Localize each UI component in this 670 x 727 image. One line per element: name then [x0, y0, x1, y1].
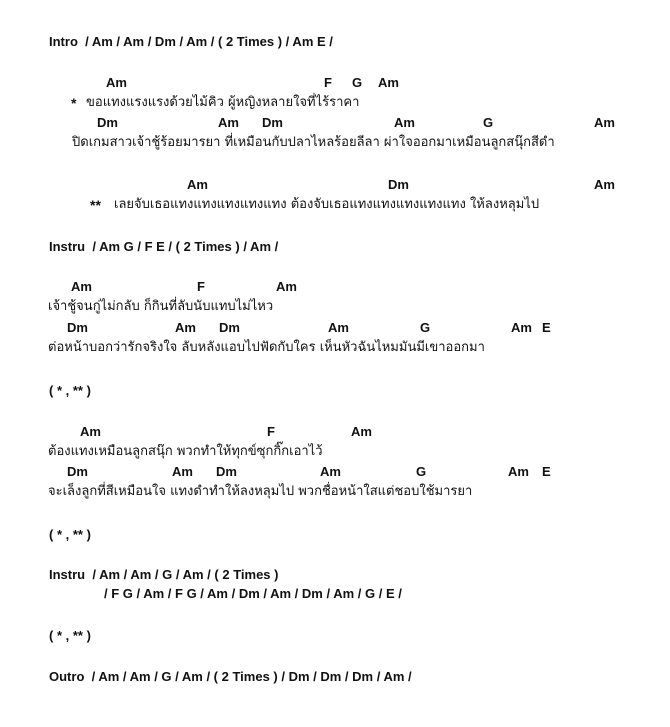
repeat-marker-3	[0, 626, 670, 646]
outro-line	[0, 667, 670, 687]
chorus-lyric-1	[0, 195, 670, 215]
chord: F	[267, 424, 275, 439]
chord: Am	[508, 464, 529, 479]
outro-text: Outro / Am / Am / G / Am / ( 2 Times ) / Dm / Dm / Dm / Am /	[49, 669, 412, 684]
lyric-text: ต่อหน้าบอกว่ารักจริงใจ ลับหลังแอบไปฟัดกับใคร เห็นหัวฉันไหมมันมีเขาออกมา	[48, 340, 485, 355]
lyric-text: จะเล็งลูกที่สีเหมือนใจ แทงดำทำให้ลงหลุมไป พวกชื่อหน้าใสแต่ชอบใช้มารยา	[48, 484, 473, 499]
verse2-chords-2	[0, 318, 670, 338]
lyric-text: ปิดเกมสาวเจ้าชู้ร้อยมารยา ที่เหมือนกับปลาไหลร้อยลีลา ผ่าใจออกมาเหมือนลูกสนุ๊กสีดำ	[72, 135, 555, 150]
repeat-text: ( * , ** )	[49, 383, 91, 398]
chord: Am	[328, 320, 349, 335]
chord: F	[324, 75, 332, 90]
chord: Am	[351, 424, 372, 439]
chord: Dm	[219, 320, 240, 335]
chord: Dm	[388, 177, 409, 192]
instru-text: Instru / Am / Am / G / Am / ( 2 Times )	[49, 567, 279, 582]
lyric-text: ขอแทงแรงแรงด้วยไม้คิว ผู้หญิงหลายใจที่ไร้ราคา	[86, 95, 360, 110]
instru-text: / F G / Am / F G / Am / Dm / Am / Dm / Am / G / E /	[104, 586, 402, 601]
chord: G	[416, 464, 427, 479]
chord: Am	[71, 279, 92, 294]
verse3-lyric-2	[0, 482, 670, 502]
chord: Am	[218, 115, 239, 130]
chord: Am	[187, 177, 208, 192]
chord: Am	[594, 177, 615, 192]
chorus-chords-1	[0, 175, 670, 195]
chord: Am	[172, 464, 193, 479]
chorus-mark-double: **	[90, 197, 101, 213]
instru-text: Instru / Am G / F E / ( 2 Times ) / Am /	[49, 239, 279, 254]
chord: Am	[394, 115, 415, 130]
verse2-chords-1	[0, 277, 670, 297]
chord: G	[420, 320, 431, 335]
chord: Am	[276, 279, 297, 294]
chord: Am	[594, 115, 615, 130]
verse3-chords-1	[0, 422, 670, 442]
chord: Am	[175, 320, 196, 335]
instru1-line	[0, 237, 670, 257]
intro-text: Intro / Am / Am / Dm / Am / ( 2 Times ) / Am E /	[49, 34, 333, 49]
instru2-line-2	[0, 584, 670, 604]
chord: G	[483, 115, 494, 130]
verse1-chords-1	[0, 73, 670, 93]
verse2-lyric-1	[0, 297, 670, 317]
repeat-text: ( * , ** )	[49, 527, 91, 542]
chord: Am	[80, 424, 101, 439]
chord: Dm	[97, 115, 118, 130]
chord: F	[197, 279, 205, 294]
verse1-lyric-1	[0, 93, 670, 113]
chord: Dm	[67, 464, 88, 479]
intro-line	[0, 32, 670, 52]
chord: E	[542, 464, 551, 479]
lyric-text: เจ้าชู้จนกู่ไม่กลับ ก็กินที่ลับนับแทบไม่ไหว	[48, 299, 274, 314]
verse2-lyric-2	[0, 338, 670, 358]
verse3-lyric-1	[0, 442, 670, 462]
chord: G	[352, 75, 363, 90]
verse3-chords-2	[0, 462, 670, 482]
repeat-marker-1	[0, 381, 670, 401]
verse1-chords-2	[0, 113, 670, 133]
lyric-text: เลยจับเธอแทงแทงแทงแทงแทง ต้องจับเธอแทงแทงแทงแทงแทง ให้ลงหลุมไป	[114, 197, 540, 212]
chord: Am	[378, 75, 399, 90]
chord: E	[542, 320, 551, 335]
instru2-line-1	[0, 565, 670, 585]
chord: Am	[511, 320, 532, 335]
repeat-text: ( * , ** )	[49, 628, 91, 643]
verse1-lyric-2	[0, 133, 670, 153]
chorus-mark-single: *	[71, 95, 77, 111]
repeat-marker-2	[0, 525, 670, 545]
chord: Dm	[67, 320, 88, 335]
chord: Am	[106, 75, 127, 90]
lyric-text: ต้องแทงเหมือนลูกสนุ๊ก พวกทำให้ทุกข์ซุกกิ๊กเอาไว้	[48, 444, 323, 459]
chord: Dm	[216, 464, 237, 479]
chord: Am	[320, 464, 341, 479]
chord: Dm	[262, 115, 283, 130]
